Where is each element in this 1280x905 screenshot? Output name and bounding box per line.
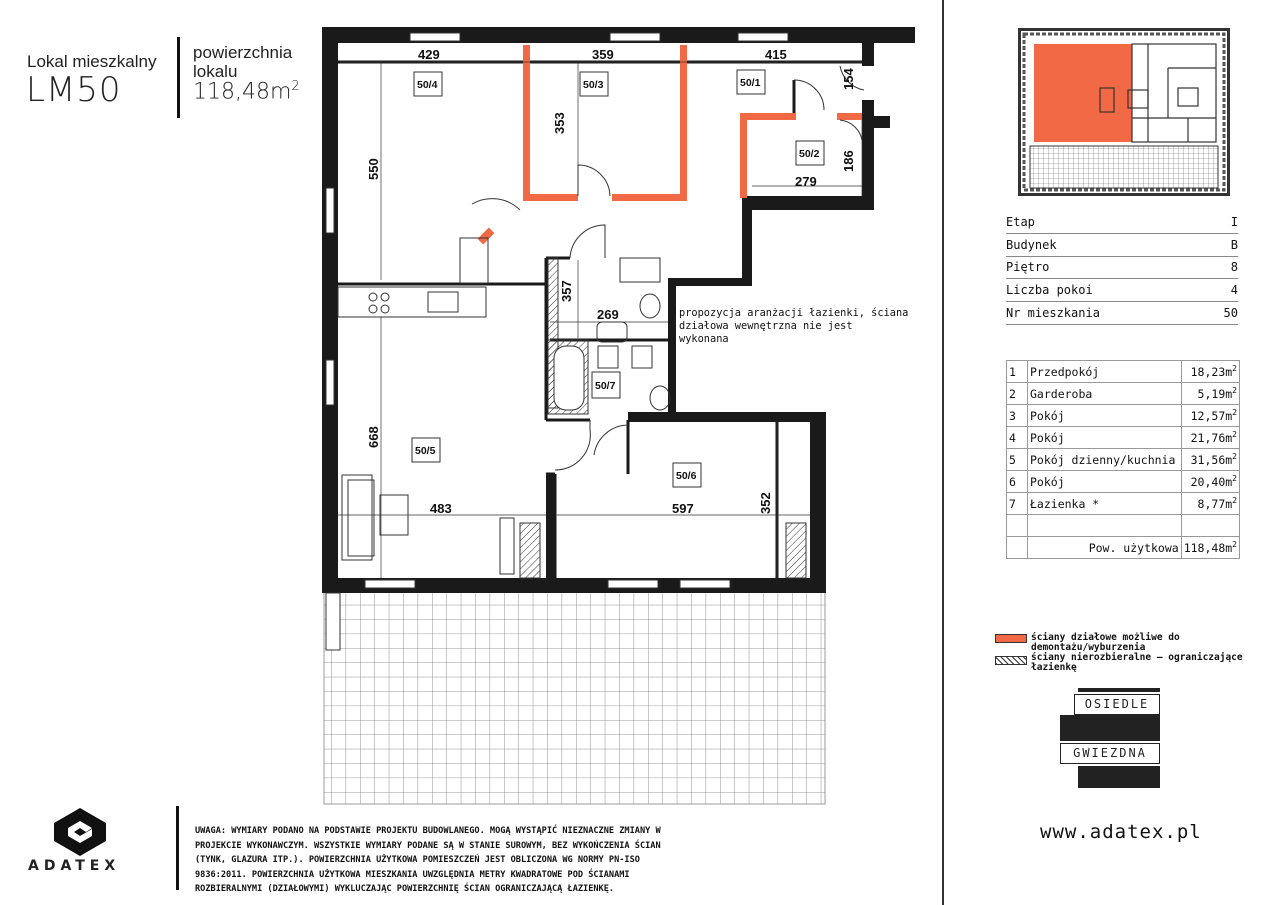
info-row — [1006, 233, 1238, 256]
osiedle-gwiezdna-logo — [1060, 688, 1178, 800]
room-area — [1181, 493, 1239, 515]
room-row — [1007, 471, 1240, 493]
room-area-val: 8,77m — [1197, 496, 1233, 511]
note-line: (TYNK, GLAZURA ITP.). POWIERZCHNIA UŻYTKOWA POMIESZCZEŃ JEST OBLICZONA WG NORMY PN-ISO — [195, 855, 640, 865]
legend-orange-text — [1031, 633, 1180, 653]
room-50-5: 50/5 — [415, 445, 436, 457]
room-no: 6 — [1007, 471, 1028, 493]
info-value: I — [1126, 211, 1238, 233]
room-50-3: 50/3 — [583, 79, 604, 91]
room-row — [1007, 449, 1240, 471]
room-row-empty — [1007, 515, 1240, 537]
unit-type-label: Lokal mieszkalny — [27, 52, 157, 71]
room-area-sup: 2 — [1232, 364, 1237, 374]
room-name: Pokój dzienny/kuchnia — [1028, 449, 1182, 471]
info-value: 8 — [1126, 256, 1238, 279]
dim-154: 154 — [841, 68, 856, 90]
room-row — [1007, 383, 1240, 405]
room-area-sup: 2 — [1232, 496, 1237, 506]
info-row — [1006, 256, 1238, 279]
room-area-sup: 2 — [1232, 386, 1237, 396]
balcony-grid — [324, 590, 825, 804]
room-name: Pokój — [1028, 427, 1182, 449]
dim-415: 415 — [765, 47, 787, 62]
info-label: Liczba pokoi — [1006, 279, 1126, 302]
dim-359: 359 — [592, 47, 614, 62]
panel-divider — [942, 0, 944, 905]
total-label: Pow. użytkowa — [1028, 537, 1182, 559]
room-name: Pokój — [1028, 471, 1182, 493]
room-area-sup: 2 — [1232, 408, 1237, 418]
gwiezdna-text: GWIEZDNA — [1060, 743, 1160, 764]
info-row — [1006, 279, 1238, 302]
area-label-line1: powierzchnia — [193, 43, 293, 62]
rooms-table — [1006, 360, 1240, 559]
room-no: 7 — [1007, 493, 1028, 515]
room-no: 3 — [1007, 405, 1028, 427]
dim-279: 279 — [795, 174, 817, 189]
room-area-val: 20,40m — [1190, 474, 1233, 489]
room-row — [1007, 405, 1240, 427]
room-no: 5 — [1007, 449, 1028, 471]
disclaimer-note — [195, 824, 661, 897]
room-50-7: 50/7 — [595, 380, 616, 392]
dim-269: 269 — [597, 307, 619, 322]
info-label: Piętro — [1006, 256, 1126, 279]
dim-597: 597 — [672, 501, 694, 516]
legend-orange-line2: demontażu/wyburzenia — [1031, 642, 1146, 653]
room-area-val: 31,56m — [1190, 452, 1233, 467]
legend-orange-line1: ściany działowe możliwe do — [1031, 632, 1180, 643]
info-label: Etap — [1006, 211, 1126, 233]
room-no: 4 — [1007, 427, 1028, 449]
info-value: 4 — [1126, 279, 1238, 302]
dim-483: 483 — [430, 501, 452, 516]
room-row — [1007, 361, 1240, 383]
room-label-boxes — [412, 70, 824, 487]
room-area-val: 18,23m — [1190, 364, 1233, 379]
info-row — [1006, 211, 1238, 233]
dim-357: 357 — [559, 280, 574, 302]
proposal-line-2: działowa wewnętrzna nie jest — [679, 320, 853, 332]
room-50-2: 50/2 — [799, 148, 820, 160]
legend-hatch-swatch — [995, 656, 1027, 665]
area-number: 118,48m — [193, 79, 292, 105]
legend-hatch-line2: łazienkę — [1031, 662, 1077, 673]
room-area — [1181, 405, 1239, 427]
osiedle-text: OSIEDLE — [1074, 694, 1160, 715]
note-line: 9836:2011. POWIERZCHNIA UŻYTKOWA MIESZKANIA UWZGLĘDNIA METRY KWADRATOWE POD ŚCIANAMI — [195, 869, 630, 880]
total-area-sup: 2 — [1232, 540, 1237, 550]
dim-429: 429 — [418, 47, 440, 62]
highlighted-unit — [1034, 44, 1132, 142]
dim-353: 353 — [552, 112, 567, 134]
info-label: Nr mieszkania — [1006, 302, 1126, 325]
room-50-1: 50/1 — [740, 77, 761, 89]
info-value: B — [1126, 233, 1238, 256]
info-label: Budynek — [1006, 233, 1126, 256]
info-table — [1006, 211, 1238, 325]
room-area — [1181, 361, 1239, 383]
adatex-logo-text: ADATEX — [28, 858, 121, 874]
dim-668: 668 — [366, 426, 381, 448]
adatex-logo-icon — [50, 806, 110, 856]
info-value: 50 — [1126, 302, 1238, 325]
room-area-val: 5,19m — [1197, 386, 1233, 401]
room-no: 2 — [1007, 383, 1028, 405]
dim-352: 352 — [758, 492, 773, 514]
total-area — [1181, 537, 1239, 559]
dim-186: 186 — [841, 150, 856, 172]
room-area-sup: 2 — [1232, 474, 1237, 484]
room-area — [1181, 449, 1239, 471]
total-area-val: 118,48m — [1183, 540, 1233, 555]
note-divider — [176, 806, 179, 890]
area-label-line2: lokalu — [193, 62, 238, 81]
room-row — [1007, 493, 1240, 515]
room-area-sup: 2 — [1232, 430, 1237, 440]
proposal-line-3: wykonana — [679, 333, 729, 345]
room-name: Łazienka * — [1028, 493, 1182, 515]
room-area — [1181, 427, 1239, 449]
room-no: 1 — [1007, 361, 1028, 383]
room-50-4: 50/4 — [417, 79, 438, 91]
room-name: Pokój — [1028, 405, 1182, 427]
room-area-val: 12,57m — [1190, 408, 1233, 423]
total-row — [1007, 537, 1240, 559]
area-sup: 2 — [291, 79, 300, 94]
room-area — [1181, 471, 1239, 493]
note-line: PROJEKCIE WYKONAWCZYM. WSZYSTKIE WYMIARY PODANE SĄ W STANIE SUROWYM, BEZ WYKOŃCZENIA ŚCIAN — [195, 840, 661, 851]
info-row — [1006, 302, 1238, 325]
room-area-val: 21,76m — [1190, 430, 1233, 445]
note-line: ROZBIERALNYMI (DZIAŁOWYMI) WYKLUCZAJĄC POWIERZCHNIĘ ŚCIAN OGRANICZAJĄCĄ ŁAZIENKĘ. — [195, 884, 615, 894]
room-row — [1007, 427, 1240, 449]
proposal-line-1: propozycja aranżacji łazienki, ściana — [679, 307, 909, 319]
room-area — [1181, 383, 1239, 405]
legend-hatch-line1: ściany nierozbieralne – ograniczające — [1031, 652, 1243, 663]
website-link[interactable]: www.adatex.pl — [1040, 821, 1202, 843]
legend-hatch-text — [1031, 653, 1243, 673]
legend-orange-swatch — [995, 634, 1027, 643]
building-thumbnail — [1018, 28, 1230, 196]
room-50-6: 50/6 — [676, 470, 697, 482]
dim-550: 550 — [366, 158, 381, 180]
room-area-sup: 2 — [1232, 452, 1237, 462]
kitchen — [338, 287, 486, 317]
room-name: Garderoba — [1028, 383, 1182, 405]
note-line: UWAGA: WYMIARY PODANO NA PODSTAWIE PROJEKTU BUDOWLANEGO. MOGĄ WYSTĄPIĆ NIEZNACZNE ZMIANY W — [195, 826, 661, 836]
unit-code: LM50 — [26, 70, 122, 110]
room-name: Przedpokój — [1028, 361, 1182, 383]
